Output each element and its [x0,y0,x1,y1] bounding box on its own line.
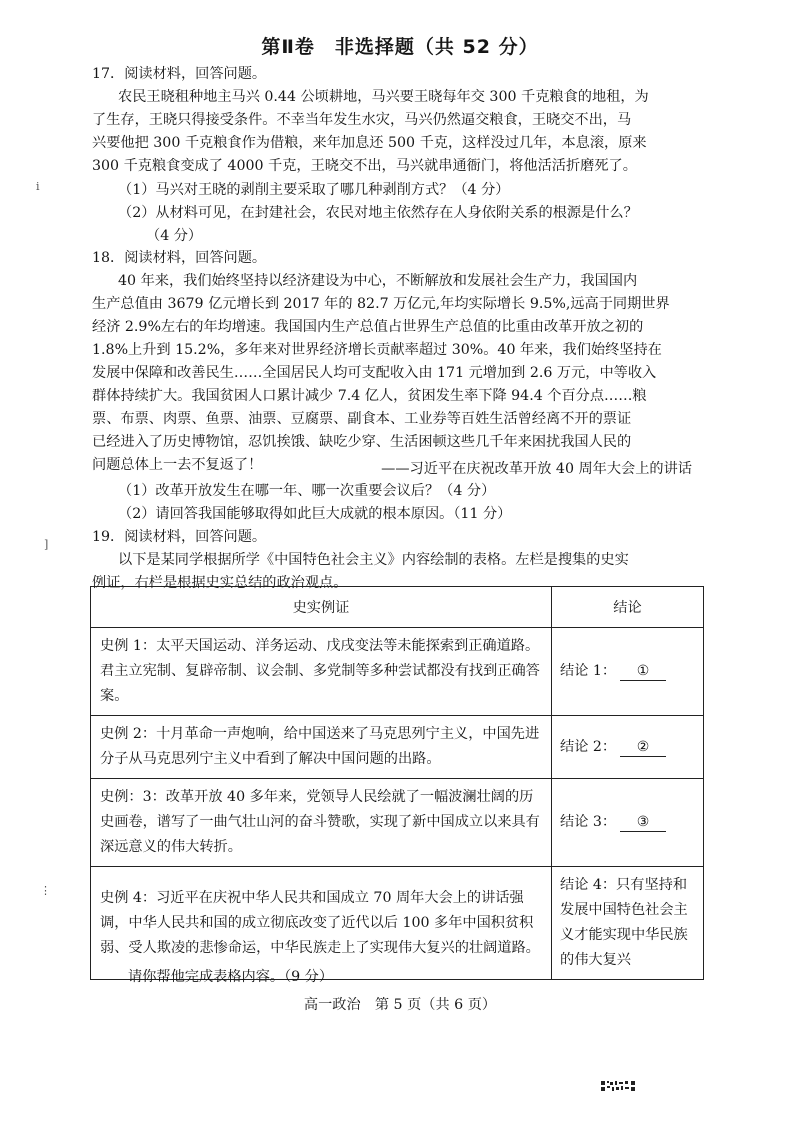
q18-material-line: 已经进入了历史博物馆，忍饥挨饿、缺吃少穿、生活困顿这些几千年来困扰我国人民的 [92,434,632,450]
q18-sub1: （1）改革开放发生在哪一年、哪一次重要会议后？（4 分） [118,483,496,499]
conclusion-cell-3 [552,779,704,867]
conclusion-label: 结论 3： [560,814,617,830]
q17-heading: 17．阅读材料，回答问题。 [92,66,267,82]
margin-mark: i [36,180,40,193]
q18-material-line: 1.8%上升到 15.2%，多年来对世界经济增长贡献率超过 30%。40 年来，我们始终坚持在 [92,342,662,358]
conclusion-label: 结论 2： [560,738,617,755]
section-title: 第Ⅱ卷 非选择题（共 52 分） [261,36,539,58]
table-row [91,779,704,867]
table-header-conclusion: 结论 [552,587,704,628]
facts-table [90,586,704,980]
q17-sub2: （2）从材料可见，在封建社会，农民对地主依然存在人身依附关系的根源是什么？ [118,205,638,221]
table-header-row [91,587,704,628]
table-row [91,716,704,779]
q18-material-line: 群体持续扩大。我国贫困人口累计减少 7.4 亿人，贫困发生率下降 94.4 个百分点……粮 [92,388,647,404]
margin-mark: ] [44,538,49,551]
conclusion-cell-4: 结论 4：只有坚持和发展中国特色社会主义才能实现中华民族的伟大复兴 [552,867,704,980]
table-row [91,867,704,980]
q18-material-line: 票、布票、肉票、鱼票、油票、豆腐票、副食本、工业券等百姓生活曾经离不开的票证 [92,411,632,427]
table-row [91,628,704,716]
q17-sub1: （1）马兴对王晓的剥削主要采取了哪几种剥削方式？（4 分） [118,182,510,198]
q18-material-line: 发展中保障和改善民生……全国居民人均可支配收入由 171 元增加到 2.6 万元，中等收入 [92,365,657,381]
q17-material-line: 300 千克粮食变成了 4000 千克，王晓交不出，马兴就串通衙门，将他活活折磨死了。 [92,158,637,174]
page-footer: 高一政治 第 5 页（共 6 页） [303,997,497,1013]
q18-material-line: 问题总体上一去不复返了！ [92,457,263,473]
fact-case-1: 史例 1：太平天国运动、洋务运动、戊戌变法等未能探索到正确道路。君主立宪制、复辟帝制、议会制、多党制等多种尝试都没有找到正确答案。 [91,628,552,716]
fact-case-2: 史例 2：十月革命一声炮响，给中国送来了马克思列宁主义，中国先进分子从马克思列宁主义中看到了解决中国问题的出路。 [91,716,552,779]
qr-code-icon [600,1080,636,1092]
conclusion-label: 结论 1： [560,663,617,679]
q18-heading: 18．阅读材料，回答问题。 [92,250,267,266]
q19-intro: 例证，右栏是根据史实总结的政治观点。 [92,575,348,591]
table-header-facts: 史实例证 [91,587,552,628]
q17-material-line: 了生存，王晓只得接受条件。不幸当年发生水灾，马兴仍然逼交粮食，王晓交不出，马 [92,112,632,128]
q19-instruction: 请你帮他完成表格内容。（9 分） [128,969,334,985]
q19-intro: 以下是某同学根据所学《中国特色社会主义》内容绘制的表格。左栏是搜集的史实 [118,552,629,568]
answer-blank-2[interactable]: ② [620,738,666,757]
answer-blank-1[interactable]: ① [620,662,666,681]
q18-material-line: 经济 2.9%左右的年均增速。我国国内生产总值占世界生产总值的比重由改革开放之初的 [92,319,644,335]
q17-sub2-points: （4 分） [146,228,203,244]
fact-case-3: 史例：3：改革开放 40 多年来，党领导人民绘就了一幅波澜壮阔的历史画卷，谱写了一曲气壮山河的奋斗赞歌，实现了新中国成立以来具有深远意义的伟大转折。 [91,779,552,867]
q17-material-line: 农民王晓租种地主马兴 0.44 公顷耕地，马兴要王晓每年交 300 千克粮食的地租，为 [118,89,649,105]
q17-material-line: 兴要他把 300 千克粮食作为借粮，来年加息还 500 千克，这样没过几年，本息滚，原来 [92,135,647,151]
conclusion-cell-2 [552,716,704,779]
q18-source: ——习近平在庆祝改革开放 40 周年大会上的讲话 [381,461,692,477]
q18-material-line: 40 年来，我们始终坚持以经济建设为中心，不断解放和发展社会生产力，我国国内 [118,273,638,289]
q19-heading: 19．阅读材料，回答问题。 [92,529,267,545]
conclusion-cell-1 [552,628,704,716]
q18-material-line: 生产总值由 3679 亿元增长到 2017 年的 82.7 万亿元,年均实际增长 9.5%,远高于同期世界 [92,296,670,312]
fact-case-4: 史例 4：习近平在庆祝中华人民共和国成立 70 周年大会上的讲话强调，中华人民共和国的成立彻底改变了近代以后 100 多年中国积贫积弱、受人欺凌的悲惨命运，中华民族走上了实现伟大复兴的壮阔道路。 [91,867,552,980]
answer-blank-3[interactable]: ③ [620,813,666,832]
margin-mark: ⋮ [40,884,51,897]
q18-sub2: （2）请回答我国能够取得如此巨大成就的根本原因。（11 分） [118,506,512,522]
